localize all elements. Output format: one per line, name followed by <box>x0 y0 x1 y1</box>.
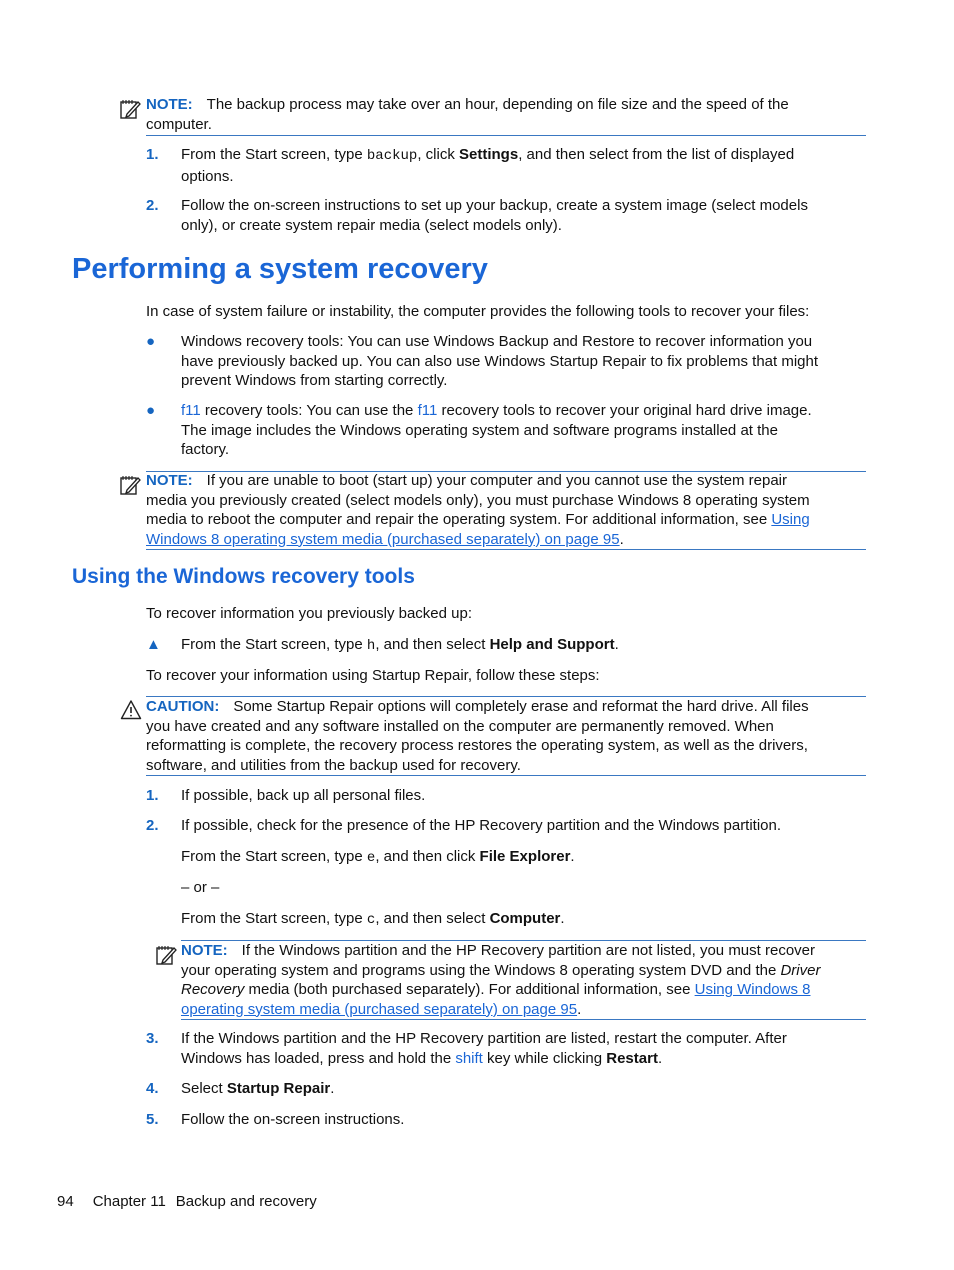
caution-label: CAUTION: <box>146 698 220 715</box>
or-separator: – or – <box>181 879 220 896</box>
step-b-3: If the Windows partition and the HP Recovery partition are listed, restart the computer. After Windows has loaded, press and hold the shift key while clicking Restart. <box>181 1030 787 1067</box>
typed-command: h <box>366 638 376 654</box>
note-label: NOTE: <box>146 96 193 113</box>
step-number: 2. <box>146 817 159 834</box>
step-number: 4. <box>146 1080 159 1097</box>
cross-reference-link[interactable]: Windows 8 operating system media (purchased separately) on page 95 <box>146 530 620 548</box>
typed-command: e <box>366 850 376 866</box>
chapter-label: Chapter 11 <box>92 1193 166 1210</box>
bullet-item: f11 recovery tools: You can use the f11 recovery tools to recover your original hard drive image. The image includes the Windows operating system and software programs installed at the factory. <box>181 402 812 458</box>
step-b-1: If possible, back up all personal files. <box>181 787 426 804</box>
bullet-icon: ● <box>146 402 156 419</box>
step-b-5: Follow the on-screen instructions. <box>181 1111 405 1128</box>
note-icon <box>155 943 179 967</box>
note-icon <box>119 97 143 121</box>
step-a-1: From the Start screen, type backup, click Settings, and then select from the list of displayed options. <box>181 146 795 185</box>
step-b-2-option-2: From the Start screen, type c, and then select Computer. <box>181 910 565 928</box>
subsection-heading: Using the Windows recovery tools <box>72 565 415 588</box>
section-heading: Performing a system recovery <box>72 253 488 285</box>
cross-reference-link[interactable]: Using <box>771 511 810 528</box>
key-name: f11 <box>417 402 438 419</box>
single-step: From the Start screen, type h, and then select Help and Support. <box>181 636 619 654</box>
typed-command: c <box>366 912 376 928</box>
typed-command: backup <box>366 148 418 164</box>
bullet-icon: ● <box>146 333 156 350</box>
step-b-2: If possible, check for the presence of the HP Recovery partition and the Windows partition. <box>181 817 782 834</box>
warning-icon <box>120 699 142 720</box>
paragraph: To recover your information using Startup Repair, follow these steps: <box>146 667 600 684</box>
step-b-4: Select Startup Repair. <box>181 1080 335 1097</box>
note-icon <box>119 473 143 497</box>
note-2: NOTE: If you are unable to boot (start up) your computer and you cannot use the system repair media you previously created (select models only), you must purchase Windows 8 operating system media to reboot the computer and repair the operating system. For additional information, see Using Windows 8 operating system media (purchased separately) on page 95. <box>146 472 810 548</box>
note-1: NOTE: The backup process may take over an hour, depending on file size and the speed of the computer. <box>146 96 789 133</box>
page-footer <box>57 1192 317 1212</box>
cross-reference-link[interactable]: Using Windows 8 <box>694 981 811 998</box>
note-label: NOTE: <box>181 942 228 959</box>
step-number: 2. <box>146 197 159 214</box>
step-number: 3. <box>146 1030 159 1047</box>
note-label: NOTE: <box>146 472 193 489</box>
note-3: NOTE: If the Windows partition and the HP Recovery partition are not listed, you must recover your operating system and programs using the Windows 8 operating system DVD and the Driver Recovery media (both purchased separately). For additional information, see Using Windows 8 operating system media (purchased separately) on page 95. <box>181 942 821 1018</box>
step-number: 1. <box>146 787 159 804</box>
note-2-bottom-divider <box>146 549 866 550</box>
step-a-2: Follow the on-screen instructions to set up your backup, create a system image (select models only), or create system repair media (select models only). <box>181 197 808 234</box>
key-name: f11 <box>181 402 201 419</box>
intro-paragraph: In case of system failure or instability, the computer provides the following tools to recover your files: <box>146 303 810 320</box>
key-name: shift <box>455 1049 483 1067</box>
step-number: 5. <box>146 1111 159 1128</box>
caution: CAUTION: Some Startup Repair options will completely erase and reformat the hard drive. All files you have created and any software installed on the computer are permanently removed. When reformatting is complete, the recovery process restores the operating system, as well as the drivers, software, and utilities from the backup used for recovery. <box>146 698 809 774</box>
caution-bottom-divider <box>146 775 866 776</box>
chapter-title: Backup and recovery <box>175 1193 317 1210</box>
paragraph: To recover information you previously backed up: <box>146 605 473 622</box>
step-number: 1. <box>146 146 159 163</box>
cross-reference-link[interactable]: operating system media (purchased separately) on page 95 <box>181 1000 578 1018</box>
page-number: 94 <box>57 1193 74 1210</box>
note-3-bottom-divider <box>181 1019 866 1020</box>
triangle-icon: ▲ <box>146 636 161 653</box>
bullet-item: Windows recovery tools: You can use Windows Backup and Restore to recover information you have previously backed up. You can also use Windows Startup Repair to fix problems that might prevent Windows from starting correctly. <box>181 333 819 389</box>
step-b-2-option-1: From the Start screen, type e, and then click File Explorer. <box>181 848 575 866</box>
note-1-divider <box>146 135 866 136</box>
